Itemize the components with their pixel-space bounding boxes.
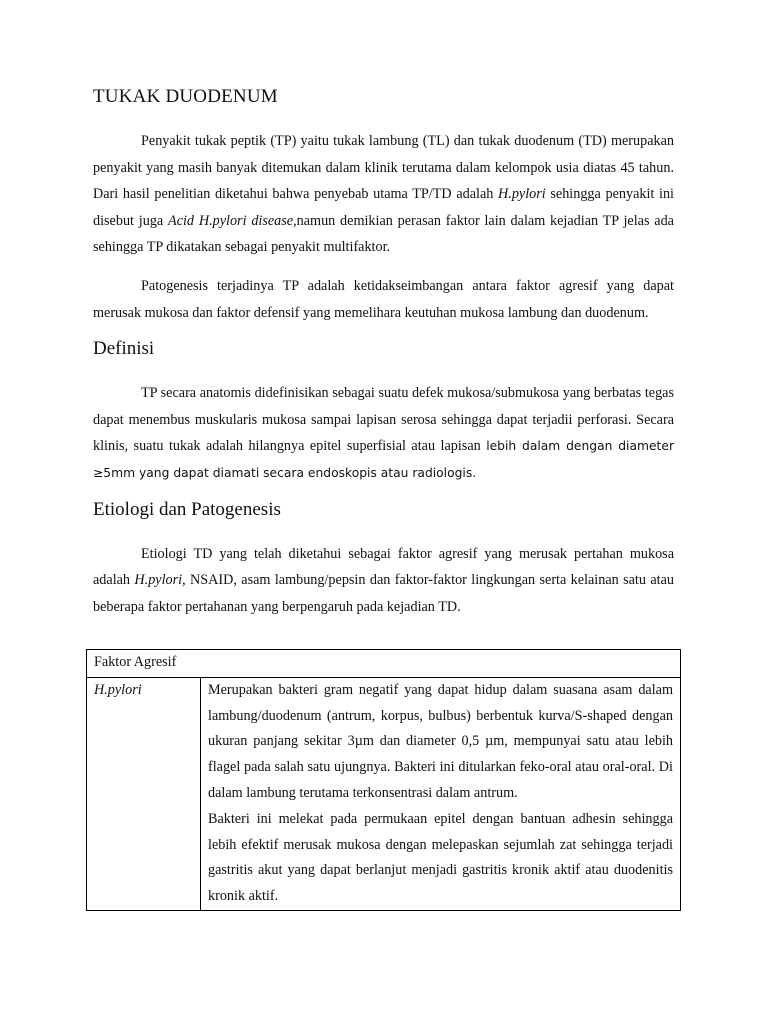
definisi-paragraph [93,380,674,486]
text-segment: sehingga penyakit ini disebut juga [93,186,675,229]
text-segment: , NSAID, asam lambung/pepsin dan faktor-faktor lingkungan serta kelainan satu atau beberapa faktor pertahanan yang berpengaruh pada kejadian TD. [93,572,674,615]
text-segment: TP secara anatomis didefinisikan sebagai suatu defek mukosa/submukosa yang berbatas tegas dapat menembus muskularis mukosa sampai lapisan serosa sehingga dapat terjadii perforasi. Secara klinis, suatu tukak adalah hilangnya epitel superfisial atau lapisan [93,385,674,455]
section-heading-definisi: Definisi [93,338,155,360]
section-heading-etiologi: Etiologi dan Patogenesis [93,498,281,520]
document-title: TUKAK DUODENUM [93,86,278,107]
table-row [87,677,681,910]
text-segment: lebih dalam dengan diameter ≥5mm yang dapat diamati secara endoskopis atau radiologis. [93,439,674,480]
document-body [93,86,674,632]
faktor-agresif-table [86,649,681,911]
etiologi-paragraph [93,541,674,621]
factor-description-part-2: Bakteri ini melekat pada permukaan epitel dengan bantuan adhesin sehingga lebih efektif merusak mukosa dengan melepaskan sejumlah zat sehingga terjadi gastritis akut yang dapat berlanjut menjadi gastritis kronik aktif atau duodenitis kronik aktif. [208,810,673,905]
factor-description-part-1: Merupakan bakteri gram negatif yang dapat hidup dalam suasana asam dalam lambung/duodenum (antrum, korpus, bulbus) berbentuk kurva/S-shaped dengan ukuran panjang sekitar 3µm dan diameter 0,5 µm, mempunyai satu atau lebih flagel pada salah satu ujungnya. Bakteri ini ditularkan feko-oral atau oral-oral. Di dalam lambung terutama terkonsentrasi dalam antrum. [208,681,673,801]
factor-name-cell: H.pylori [87,677,201,910]
text-segment: Penyakit tukak peptik (TP) yaitu tukak lambung (TL) dan tukak duodenum (TD) merupakan penyakit yang masih banyak ditemukan dalam klinik terutama dalam kelompok usia diatas 45 tahun. Dari hasil penelitian diketahui bahwa penyebab utama TP/TD adalah [93,133,674,203]
text-segment: ,namun demikian perasan faktor lain dalam kejadian TP jelas ada sehingga TP dikatakan sebagai penyakit multifaktor. [93,212,674,256]
italic-term: Acid H.pylori disease [168,212,294,229]
table-header-cell: Faktor Agresif [87,650,681,678]
italic-term: H.pylori [134,572,183,589]
factor-description-cell [201,677,681,910]
table-header-row [87,650,681,678]
italic-term: H.pylori [498,186,546,203]
intro-paragraph-1 [93,128,674,261]
text-segment: Etiologi TD yang telah diketahui sebagai faktor agresif yang merusak pertahan mukosa adalah [93,545,674,589]
intro-paragraph-2: Patogenesis terjadinya TP adalah ketidakseimbangan antara faktor agresif yang dapat merusak mukosa dan faktor defensif yang memelihara keutuhan mukosa lambung dan duodenum. [93,277,674,321]
